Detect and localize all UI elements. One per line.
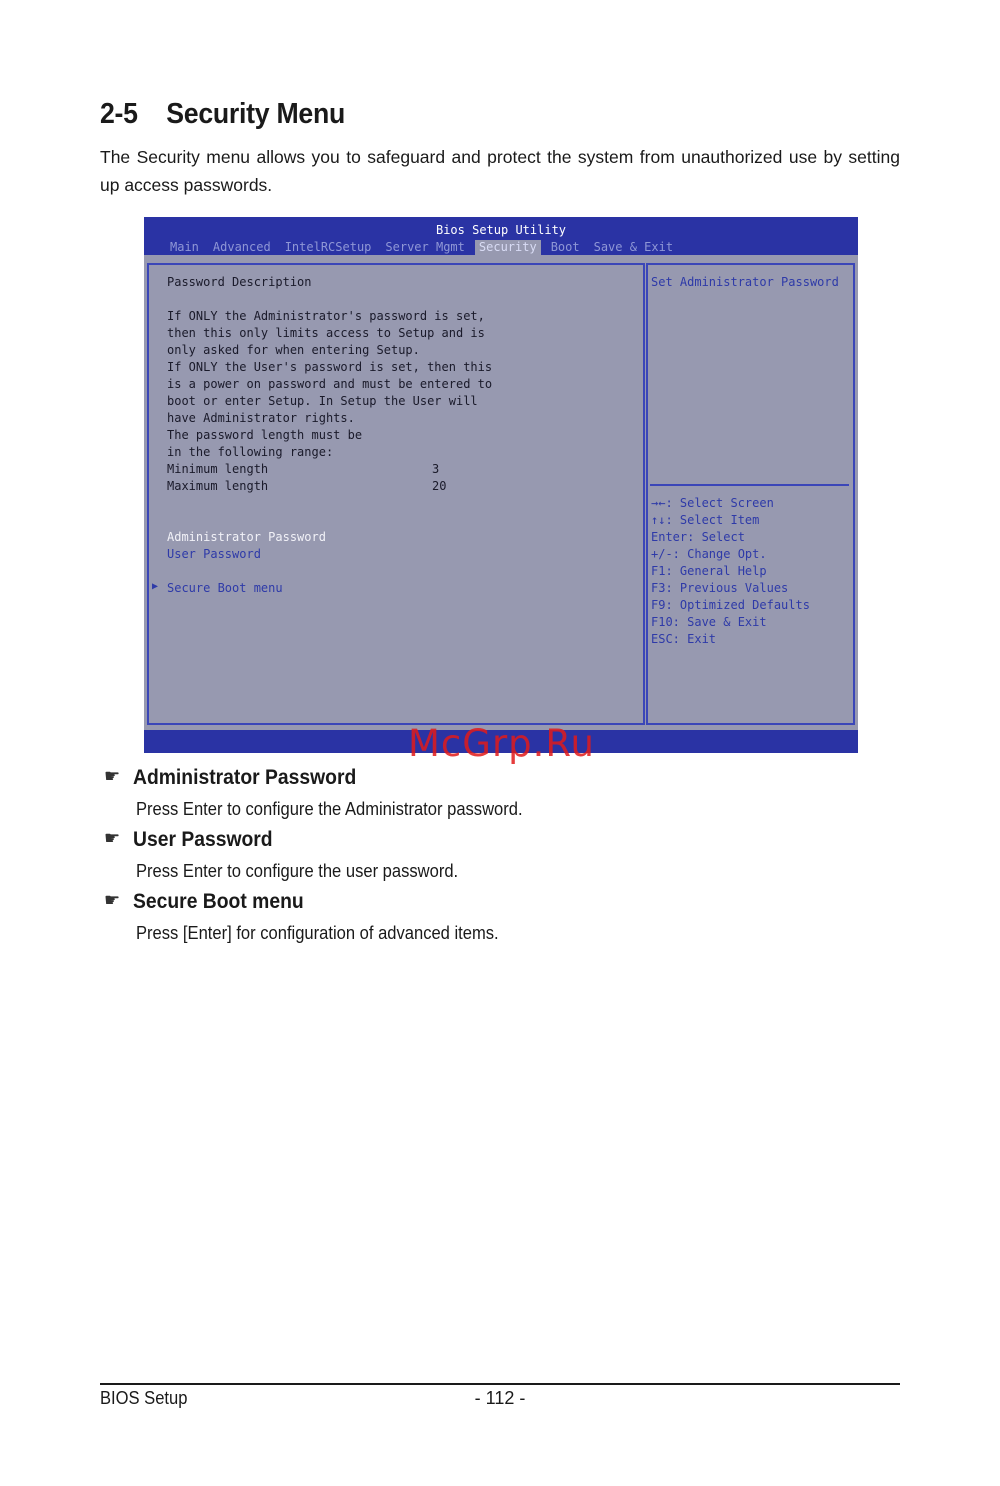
- section-heading: [100, 98, 345, 131]
- description-line: have Administrator rights.: [167, 411, 355, 425]
- tab-main[interactable]: Main: [170, 240, 199, 254]
- description-line: If ONLY the User's password is set, then this: [167, 360, 493, 374]
- item-description: Press Enter to configure the Administrator password.: [136, 799, 523, 819]
- administrator-password-option[interactable]: Administrator Password: [167, 530, 326, 544]
- tab-security[interactable]: Security: [475, 240, 541, 255]
- bios-header: [144, 217, 858, 255]
- key-hint: F1: General Help: [651, 564, 767, 578]
- minimum-length-value: 3: [432, 462, 440, 476]
- description-line: The password length must be: [167, 428, 363, 442]
- description-line: is a power on password and must be entered to: [167, 377, 493, 391]
- bios-screenshot: [144, 217, 858, 753]
- submenu-arrow-icon: ▶: [152, 581, 159, 592]
- item-title: User Password: [133, 828, 273, 851]
- bios-tab-bar: [166, 240, 683, 255]
- description-line: only asked for when entering Setup.: [167, 343, 420, 357]
- pointing-hand-icon: ☛: [104, 766, 121, 786]
- password-description-heading: Password Description: [167, 275, 312, 289]
- key-hint: ↑↓: Select Item: [651, 513, 760, 527]
- tab-advanced[interactable]: Advanced: [212, 240, 271, 254]
- pointing-hand-icon: ☛: [104, 890, 121, 910]
- help-divider: [650, 484, 849, 486]
- minimum-length-label: Minimum length: [167, 462, 269, 476]
- pointing-hand-icon: ☛: [104, 828, 121, 848]
- description-line: then this only limits access to Setup and is: [167, 326, 485, 340]
- maximum-length-label: Maximum length: [167, 479, 269, 493]
- section-title: Security Menu: [166, 98, 346, 130]
- key-hint: Enter: Select: [651, 530, 745, 544]
- key-hint: +/-: Change Opt.: [651, 547, 767, 561]
- intro-paragraph: The Security menu allows you to safeguard and protect the system from unauthorized use by setting up access passwords.: [100, 147, 900, 195]
- watermark: McGrp.Ru: [408, 722, 595, 765]
- item-title: Secure Boot menu: [133, 890, 304, 913]
- tab-intelrcsetup[interactable]: IntelRCSetup: [284, 240, 372, 254]
- description-line: in the following range:: [167, 445, 334, 459]
- key-hint: ESC: Exit: [651, 632, 717, 646]
- key-hint: →←: Select Screen: [651, 496, 774, 510]
- secure-boot-menu-option[interactable]: Secure Boot menu: [167, 581, 283, 595]
- help-text: Set Administrator Password: [651, 275, 839, 289]
- description-line: If ONLY the Administrator's password is set,: [167, 309, 485, 323]
- item-description: Press [Enter] for configuration of advanced items.: [136, 923, 499, 943]
- key-hint: F10: Save & Exit: [651, 615, 767, 629]
- key-hint: F3: Previous Values: [651, 581, 789, 595]
- footer-divider: [100, 1383, 900, 1385]
- tab-boot[interactable]: Boot: [550, 240, 580, 254]
- footer-section-label: BIOS Setup: [100, 1388, 188, 1408]
- item-title: Administrator Password: [133, 766, 357, 789]
- tab-server-mgmt[interactable]: Server Mgmt: [385, 240, 465, 254]
- bios-title: Bios Setup Utility: [435, 223, 567, 237]
- section-number: 2-5: [100, 98, 138, 130]
- bios-help-panel: [646, 263, 855, 725]
- page-number: - 112 -: [474, 1388, 526, 1408]
- description-line: boot or enter Setup. In Setup the User will: [167, 394, 478, 408]
- key-hint: F9: Optimized Defaults: [651, 598, 810, 612]
- bios-main-panel: [147, 263, 645, 725]
- user-password-option[interactable]: User Password: [167, 547, 261, 561]
- item-description: Press Enter to configure the user password.: [136, 861, 459, 881]
- maximum-length-value: 20: [432, 479, 447, 493]
- tab-save-exit[interactable]: Save & Exit: [593, 240, 674, 254]
